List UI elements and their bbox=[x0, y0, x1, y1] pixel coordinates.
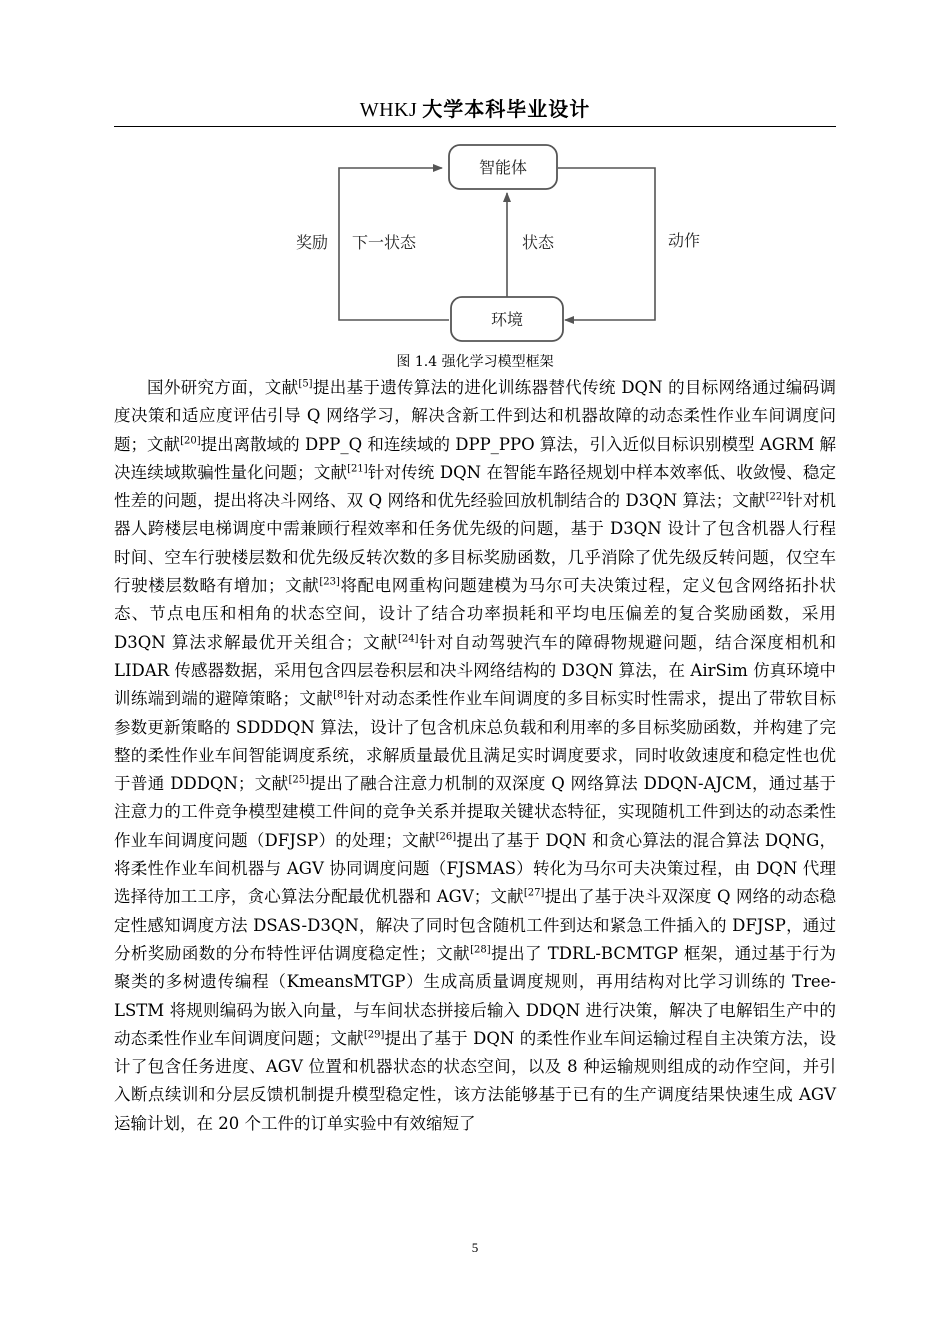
body-text-run: 针对自动驾驶汽车的障碍物规避问题，结合深度相机和 LIDAR 传感器数据，采用包含四层卷积层和决斗网络结构的 D3QN 算法，在 AirSim 仿真环境中训练端到端的避障策略；文献 bbox=[114, 632, 837, 709]
body-text-run: 提出了基于 DQN 和贪心算法的混合算法 DQNG，将柔性作业车间机器与 AGV 协同调度问题（FJSMAS）转化为马尔可夫决策过程，由 DQN 代理选择待加工工序，贪心算法分配最优机器和 AGV；文献 bbox=[114, 830, 836, 907]
body-text-run: 提出基于遗传算法的进化训练器替代传统 DQN 的目标网络通过编码调度决策和适应度评估引导 Q 网络学习，解决含新工件到达和机器故障的动态柔性作业车间调度问题；文献 bbox=[114, 378, 837, 454]
body-text-run: 提出离散域的 DPP_Q 和连续域的 DPP_PPO 算法，引入近似目标识别模型 AGRM 解决连续域欺骗性量化问题；文献 bbox=[114, 434, 837, 482]
next-state-label: 下一状态 bbox=[351, 233, 417, 252]
header-title: 大学本科毕业设计 bbox=[422, 99, 591, 121]
agent-label: 智能体 bbox=[478, 158, 528, 177]
body-text-run: 将配电网重构问题建模为马尔可夫决策过程，定义包含网络拓扑状态、节点电压和相角的状态空间，设计了结合功率损耗和平均电压偏差的复合奖励函数，采用 D3QN 算法求解最优开关组合；文献 bbox=[114, 576, 837, 652]
citation-ref: [27] bbox=[523, 887, 545, 899]
header-rule bbox=[114, 126, 836, 127]
citation-ref: [29] bbox=[363, 1029, 385, 1041]
citation-ref: [22] bbox=[765, 491, 787, 503]
paragraph bbox=[114, 374, 836, 1138]
body-text-run: 提出了基于决斗双深度 Q 网络的动态稳定性感知调度方法 DSAS-D3QN，解决了同时包含随机工件到达和紧急工件插入的 DFJSP，通过分析奖励函数的分布特性评估调度稳定性；文献 bbox=[114, 887, 836, 963]
figure-caption: 图 1.4 强化学习模型框架 bbox=[396, 354, 554, 370]
reward-label: 奖励 bbox=[295, 233, 329, 252]
body-text-run: 提出了基于 DQN 的柔性作业车间运输过程自主决策方法，设计了包含任务进度、AGV 位置和机器状态的状态空间，以及 8 种运输规则组成的动作空间，并引入断点续训和分层反馈机制提升模型稳定性，该方法能够基于已有的生产调度结果快速生成 AGV 运输计划，在 20 个工件的订单实验中有效缩短了 bbox=[114, 1028, 837, 1133]
citation-ref: [23] bbox=[319, 576, 340, 588]
citation-ref: [25] bbox=[288, 774, 310, 786]
citation-ref: [26] bbox=[435, 831, 457, 843]
rl-framework-diagram bbox=[270, 138, 701, 348]
body-text-run: 针对传统 DQN 在智能车路径规划中样本效率低、收敛慢、稳定性差的问题，提出将决斗网络、双 Q 网络和优先经验回放机制结合的 D3QN 算法；文献 bbox=[114, 462, 837, 511]
citation-ref: [21] bbox=[347, 463, 368, 475]
body-text bbox=[114, 374, 836, 1138]
environment-label: 环境 bbox=[490, 310, 524, 329]
page-number: 5 bbox=[471, 1240, 479, 1255]
header-code: WHKJ bbox=[359, 99, 418, 121]
body-text-run: 提出了 TDRL-BCMTGP 框架，通过基于行为聚类的多树遗传编程（KmeansMTGP）生成高质量调度规则，再用结构对比学习训练的 Tree-LSTM 将规则编码为嵌入向量，与车间状态拼接后输入 DDQN 进行决策，解决了电解铝生产中的动态柔性作业车间调度问题；文献 bbox=[114, 943, 837, 1048]
citation-ref: [5] bbox=[298, 378, 313, 390]
citation-ref: [24] bbox=[397, 633, 419, 645]
body-text-run: 针对机器人跨楼层电梯调度中需兼顾行程效率和任务优先级的问题，基于 D3QN 设计了包含机器人行程时间、空车行驶楼层数和优先级反转次数的多目标奖励函数，几乎消除了优先级反转问题，仅空车行驶楼层数略有增加；文献 bbox=[114, 491, 837, 596]
page-header bbox=[114, 97, 836, 123]
citation-ref: [8] bbox=[333, 689, 348, 701]
action-label: 动作 bbox=[667, 231, 701, 250]
body-text-run: 针对动态柔性作业车间调度的多目标实时性需求，提出了带软目标参数更新策略的 SDDDQN 算法，设计了包含机床总负载和利用率的多目标奖励函数，并构建了完整的柔性作业车间智能调度系统，求解质量最优且满足实时调度要求，同时收敛速度和稳定性也优于普通 DDDQN；文献 bbox=[114, 689, 837, 794]
citation-ref: [20] bbox=[180, 435, 201, 447]
body-text-run: 国外研究方面，文献 bbox=[147, 378, 299, 397]
body-text-run: 提出了融合注意力机制的双深度 Q 网络算法 DDQN-AJCM，通过基于注意力的工件竞争模型建模工件间的竞争关系并提取关键状态特征，实现随机工件到达的动态柔性作业车间调度问题（DFJSP）的处理；文献 bbox=[114, 774, 836, 850]
action-arrow bbox=[558, 168, 655, 320]
citation-ref: [28] bbox=[470, 944, 491, 956]
state-label: 状态 bbox=[521, 233, 555, 252]
